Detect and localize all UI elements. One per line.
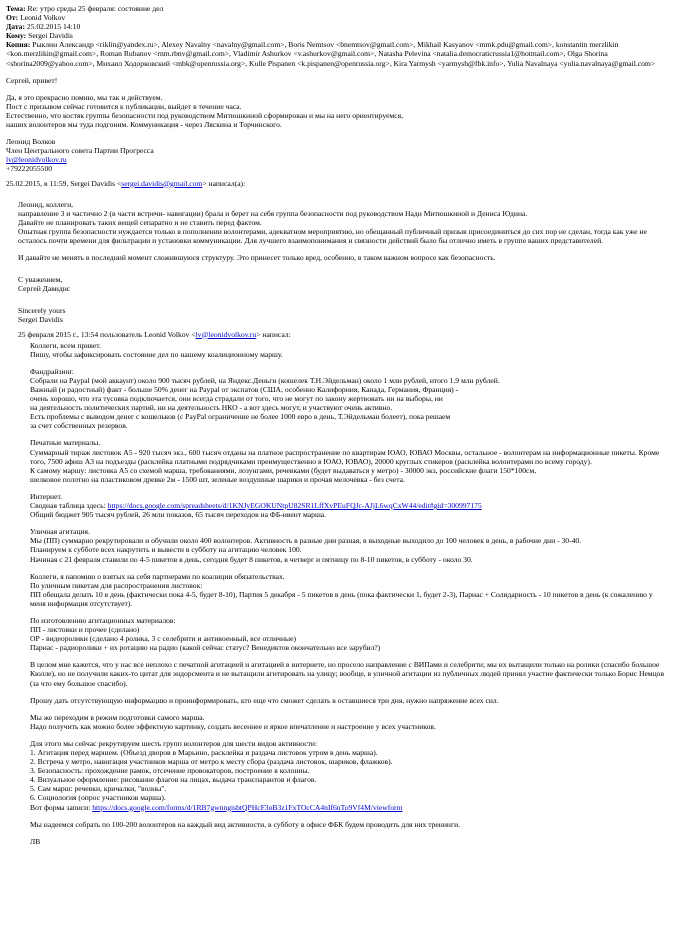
quote1-regards: С уважением, (18, 275, 63, 285)
final-paragraph: Мы надеемся собрать по 100-200 волонтеров на каждый вид активности, в субботу в офисе ФБК будем проводить для них тренинги. (30, 819, 461, 829)
quote1-intro (18, 330, 669, 339)
subject-label: Тема: (6, 4, 26, 13)
quote1-name-ru: Сергей Давидис (18, 284, 71, 294)
quoted-message-1 (18, 192, 669, 339)
closing-signature: ЛВ (30, 836, 41, 846)
quote1-greeting: Леонид, коллеги, (18, 199, 74, 209)
agitation-line: Мы (ПП) суммарно рекрутировали и обучили около 400 волонтеров. Активность в разные дни разная, в выходные выходило до 100 человек в день, в рабочие дни - 30-40. (30, 536, 582, 546)
reply-line: Естественно, что костяк группы безопасности под руководством Митюшкиной сформирован и мы на него ориентируемся, (6, 110, 404, 120)
agitation-line: Начиная с 21 февраля ставили по 4-5 пикетов в день, сегодня будет 8 пикетов, в четверг и пятницу по 8-10 пикетов, в субботу - около 30. (30, 554, 473, 564)
email-header (6, 4, 669, 68)
fundraising-title: Фандрайзинг. (30, 366, 74, 376)
cc-label: Копия: (6, 40, 31, 50)
quote1-sincerely: Sincerely yours (18, 306, 66, 316)
groups-line: 3. Безопасность: прохождение рамок, отсечение провокаторов, построение в колонны. (30, 766, 310, 776)
signature-name: Леонид Волков (6, 137, 56, 147)
subject-value: Re: утро среды 25 февраля: состояние дел (27, 4, 164, 13)
cc-value: Рыклин Александр <riklin@yandex.ru>, Alexey Navalny <navalny@gmail.com>, Boris Nemtsov <bnemtsov@gmail.com>, Mikhail Kasyanov <mmk.pdu@gmail.com>, konstantin merzlikin <kon.merzlikin@gmail.com>, Roman Rubanov <rnm.rbnv@gmail.com>, Vladimir Ashurkov <v.ashurkov@gmail.com>, Natasha Pelevina <natalia.democraticrussia1@hotmail.com>, Olga Shorina <shorina2009@yahoo.com>, Михаил Ходорковский <mbk@openrussia.org>, Kulle Pispanen <k.pispanen@openrussia.org>, Kira Yarmysh <yarmysh@fbk.info>, Yulia Navalnaya <yulia.navalnaya@gmail.com> (6, 40, 656, 68)
groups-line: 5. Сам марш: речевки, кричалки, "волны". (30, 784, 167, 794)
fundraising-line: Есть проблемы с выводом денег с кошельков (с PayPal ограничение не более 1000 евро в день, Т.Эйдельман болеет), пока решаем (30, 412, 451, 422)
internet-total: Общий бюджет 905 тысяч рублей, 26 млн показов, 65 тысяч переходов на ФБ-ивент марша. (30, 510, 327, 520)
quote1-line: Опытная группа безопасности нуждается только в пополнении волонтерами, адекватном мероприятию, но обещанный публичный призыв присоединиться до сих пор не сделан, тогда как уже не осталось почти времени для фильтрации и установки коммуникации. Для лучшего взаимопонимания и связности действий было бы отлично иметь в группе ваших представителей. (18, 226, 647, 245)
quote1-closing: И давайте не менять в последний момент сложившуюся структуру. Это принесет только вред, особенно, в таком важном вопросе как безопасность. (18, 253, 496, 263)
quoted-message-2 (30, 341, 669, 846)
fundraising-line: Важный (и радостный) факт - больше 50% денег на Paypal от экспатов (США, особенно Калифорния, Канада, Германия, Франция) - (30, 385, 459, 394)
from-label: От: (6, 13, 19, 23)
quote1-name-en: Sergei Davidis (18, 315, 63, 325)
date-label: Дата: (6, 22, 25, 32)
agitation-title: Уличная агитация. (30, 527, 90, 537)
groups-line: 6. Социология (опрос участников марша). (30, 793, 166, 803)
overall-paragraph: В целом мне кажется, что у нас все неплохо с печатной агитацией и агитацией в интернете, но просело направление с ВИПами и селебрити; мы их вытащили только на ролики (спасибо большое Кюлле), но не получили каких-то цитат для эндорсмента и не вытащили агитировать на улицу; вообще, в уличной агитации из публичных людей принял участие фактически только Борис Немцов (за что ему большое спасибо). (30, 660, 665, 688)
production-line: ОР - видеоролики (сделано 4 ролика, 3 с селебрити и антивоенный, все отличные) (30, 634, 297, 644)
internet-title: Интернет. (30, 491, 63, 501)
print-line: К самому маршу: листовка А5 со схемой марша, требованиями, лозунгами, речевками (будет выдаваться у метро) - 30000 экз, российские флаги 150*100см, (30, 465, 537, 475)
reply-greeting: Сергей, привет! (6, 75, 58, 85)
from-row (6, 13, 669, 22)
quote1-intro-suffix: > написал: (256, 329, 291, 339)
reply-line: наших волонтеров мы туда подгоним. Коммуникация - через Ляскина и Торчинского. (6, 120, 282, 130)
from-value: Leonid Volkov (20, 13, 66, 23)
mode-line: Надо получить как можно более эффектную картинку, создать весеннее и яркое впечатление и настроение у всех участников. (30, 721, 436, 731)
fundraising-line: на деятельность политических партий, ни на деятельность НКО - а вот здесь могут, и участвуют очень активно. (30, 403, 393, 413)
internet-sheet-label: Сводная таблица здесь: (30, 501, 108, 511)
reply-body (6, 76, 669, 188)
quote-intro-text: 25.02.2015, в 11:59, Sergei Davidis < (6, 178, 122, 188)
print-title: Печатные материалы. (30, 438, 101, 448)
request-paragraph: Прошу дать отсутствующую информацию и проинформировать, кто еще что сможет сделать в оставшиеся три дня, нужно напряжение всех сил. (30, 695, 499, 705)
reply-line: Пост с призывом сейчас готовится к публикации, выйдет в течение часа. (6, 101, 242, 111)
groups-line: 2. Встреча у метро, навигация участников марша от метро к месту сбора (раздача листовок, шариков, флажков). (30, 757, 393, 767)
quote1-intro-text: 25 февраля 2015 г., 13:54 пользователь Leonid Volkov < (18, 329, 196, 339)
form-label: Вот форма записи: (30, 802, 93, 812)
cc-row (6, 40, 669, 67)
date-value: 25.02.2015 14:10 (26, 22, 81, 32)
form-row (30, 803, 669, 812)
groups-line: Для этого мы сейчас рекрутируем шесть групп волонтеров для шести видов активности: (30, 738, 318, 748)
print-line: Суммарный тираж листовок А5 - 920 тысяч экз., 600 тысяч отданы на платное распространение по квартирам ЮАО, ЮВАО Москвы, остальное - волонтерам на информационные пикеты. Кроме того, 7500 афиш А3 на подъезды (расклейка платными подрядчиками преимущественно в ЮАО, ЮВАО), 20000 круглых стикеров (расклейка волонтерами по всему городу). (30, 447, 660, 466)
signature-email-link[interactable]: lv@leonidvolkov.ru (6, 155, 67, 165)
to-value: Sergei Davidis (28, 31, 73, 41)
spreadsheet-link[interactable]: https://docs.google.com/spreadsheets/d/1KNJyEGOKUNtpU82SR1LffXvPEuFQJc-AJjL6wqCxW44/edit#gid=300997175 (107, 501, 482, 511)
quote2-intro: Пишу, чтобы зафиксировать состояние дел по нашему коалиционному маршу. (30, 349, 283, 359)
form-link[interactable]: https://docs.google.com/forms/d/1RB7gwnngisbtQPHcF3oB3z1FxTOcCA4nIf6nTo9Vf4M/viewform (92, 802, 403, 812)
production-line: ПП - листовки и прочее (сделано) (30, 625, 140, 635)
groups-line: 1. Агитация перед маршем. (Объезд дворов в Марьино, расклейка и раздача листовок утром в день марша). (30, 748, 378, 757)
to-label: Кому: (6, 31, 27, 41)
quote1-line: направление 3 и частично 2 (в части встречи- навигации) брала и берет на себя группа безопасности под руководством Нади Митюшкиной и Дениса Юдина. (18, 208, 528, 218)
subject-row (6, 4, 669, 13)
fundraising-line: очень хорошо, что эта тусовка подключается, они всегда страдали от того, что не могут по закону жертвовать ни на выборы, ни (30, 394, 443, 404)
production-line: Парнас - радиоролики + их ротацию на радио (какой сейчас статус? Венедиктов окончательно все зарубил?) (30, 643, 381, 653)
quote1-line: Давайте не планировать таких вещей сепаратно и не ставить перед фактом. (18, 217, 262, 227)
date-row (6, 22, 669, 31)
agitation-line: Планируем к субботе всех накрутить и вывести в субботу на агитацию человек 100. (30, 545, 302, 555)
mode-line: Мы же переходим в режим подготовки самого марша. (30, 712, 205, 722)
quote2-greeting: Коллеги, всем привет. (30, 340, 101, 350)
groups-line: 4. Визуальное оформление: рисование флагов на лицах, выдача транспарантов и флагов. (30, 775, 317, 785)
fundraising-line: Собрали на Paypal (мой аккаунт) около 900 тысяч рублей, на Яндекс.Деньги (кошелек Т.Н.Эйдельман) около 1 млн рублей, итого 1.9 млн рублей. (30, 375, 500, 385)
signature-phone: +79222055500 (6, 164, 53, 174)
print-line: шелковое полотно на пластиковом древке 2м - 1500 шт, зеленые воздушные шарики и прочая мелочевка - без счета. (30, 474, 405, 484)
quote-intro-email-link[interactable]: sergei.davidis@gmail.com (121, 178, 203, 188)
partners-line: ПП обещала делать 10 в день (фактически пока 4-5, будет 8-10), Партия 5 декабря - 5 пикетов в день (пока фактически 1, будет 2-3), Парнас + Солидарность - 10 пикетов в день (к сожалению у меня информация отсутствует). (30, 589, 653, 608)
quote1-intro-email-link[interactable]: lv@leonidvolkov.ru (195, 329, 257, 339)
reply-line: Да, я это прекрасно помню, мы так и действуем. (6, 92, 163, 102)
internet-sheet-row (30, 501, 669, 510)
partners-line: Коллеги, я напомню о взятых на себя партнерами по коалиции обязательствах. (30, 571, 285, 581)
signature-title: Член Центрального совета Партии Прогресса (6, 146, 154, 156)
fundraising-line: за счет собственных резервов. (30, 421, 128, 431)
production-line: По изготовлению агитационных материалов: (30, 615, 176, 625)
quote-intro (6, 179, 669, 188)
quote-intro-suffix: > написал(а): (202, 178, 246, 188)
partners-line: По уличным пикетам для распространения листовок: (30, 580, 203, 590)
to-row (6, 31, 669, 40)
